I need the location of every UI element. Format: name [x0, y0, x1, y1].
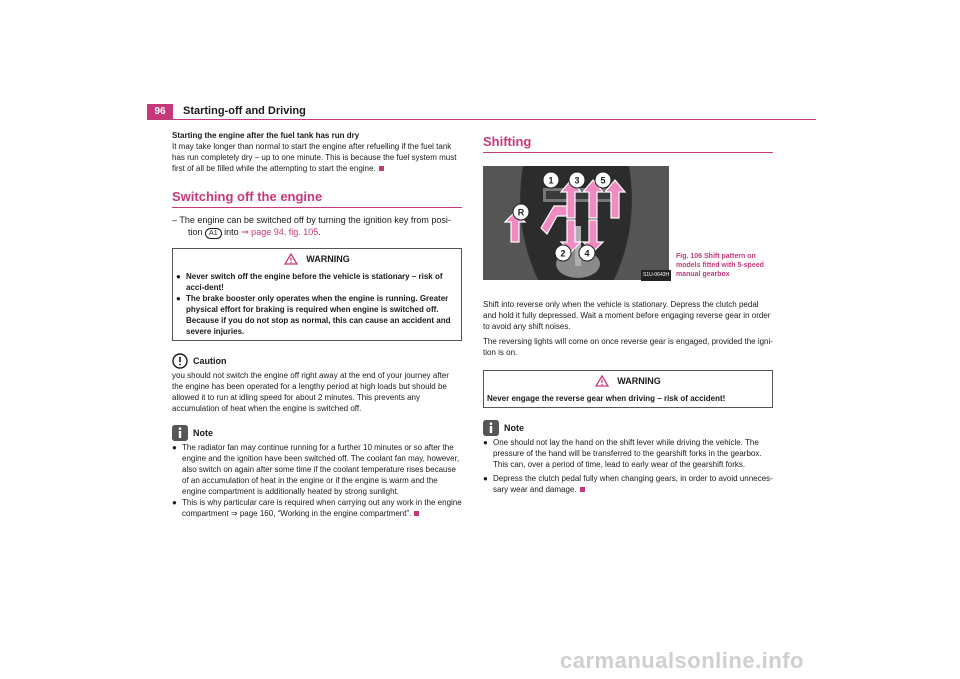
header-title: Starting-off and Driving	[183, 105, 306, 117]
warning-triangle-icon	[284, 253, 298, 265]
warning-item: ● The brake booster only operates when the engine is running. Greater physical effort for braking is required when engine is switched off. Because if you do not stop as normal, this can cause an accident and severe injuries.	[176, 294, 451, 336]
warning-item: ● Never switch off the engine before the vehicle is stationary – risk of acci-dent!	[176, 272, 443, 292]
note-header-left: Note	[172, 424, 462, 442]
warning-box-left	[172, 248, 462, 341]
warning-header: WARNING	[173, 249, 461, 269]
end-marker	[414, 511, 419, 516]
note-icon	[172, 425, 188, 441]
note-icon	[483, 420, 499, 436]
caution-text: you should not switch the engine off right away at the end of your journey after the engine has been operated for a lengthy period at high loads but should be allowed it to run at idling speed for about 2 minutes. This prevents any accumulation of heat when the engine is switched off.	[172, 371, 449, 413]
warning-body	[173, 269, 461, 340]
figure-caption: Fig. 106 Shift pattern on models fitted with 5-speed manual gearbox	[676, 253, 764, 278]
note-item: ● This is why particular care is required when carrying out any work in the engine compartment ⇒ page 160, “Working in the engine compartment”.	[172, 498, 462, 518]
note-item: ● Depress the clutch pedal fully when changing gears, in order to avoid unneces-sary wear and damage.	[483, 474, 773, 494]
header-rule	[147, 119, 816, 120]
section-title-shifting: Shifting	[483, 134, 773, 153]
warning-box-right	[483, 370, 773, 408]
warning-body	[484, 391, 772, 407]
step-switch-off: – The engine can be switched off by turning the ignition key from posi-tion A1 into ⇒ page 94, fig. 105.	[172, 215, 451, 237]
figure-code: S1U-0643H	[641, 270, 671, 281]
watermark: carmanualsonline.info	[560, 648, 804, 673]
gear-label-r: R	[517, 207, 525, 218]
gear-label-1: 1	[548, 175, 554, 186]
caution-icon	[172, 353, 188, 369]
left-column	[172, 130, 462, 519]
gear-label-2: 2	[560, 248, 566, 259]
gear-label-3: 3	[574, 175, 580, 186]
warning-triangle-icon	[595, 375, 609, 387]
end-marker	[379, 166, 384, 171]
shift-paragraph-1: Shift into reverse only when the vehicle is stationary. Depress the clutch pedal and hold it fully depressed. Wait a moment before engaging reverse gear in order to avoid any shift noises.	[483, 300, 771, 331]
note-item: ● The radiator fan may continue running for a further 10 minutes or so after the engine and the ignition have been switched off. The coolant fan may, however, also switch on again after some time if the coolant temperature rises because of an accumulation of heat in the engine or if the engine is warm and the engine compartment is additionally heated by strong sunlight.	[172, 443, 460, 496]
shift-paragraph-2: The reversing lights will come on once reverse gear is engaged, provided the igni-tion is on.	[483, 337, 773, 357]
page-number: 96	[147, 104, 173, 119]
caution-header: Caution	[172, 352, 462, 370]
section-title-switching-off: Switching off the engine	[172, 189, 462, 208]
position-marker: A1	[205, 228, 222, 239]
gear-label-4: 4	[584, 248, 590, 259]
warning-header: WARNING	[484, 371, 772, 391]
note-header-right: Note	[483, 419, 773, 437]
shift-pattern-figure	[483, 166, 669, 280]
right-column	[483, 130, 773, 495]
warning-text: Never engage the reverse gear when driving – risk of accident!	[487, 394, 726, 403]
figure-block	[483, 166, 773, 280]
fuel-text: It may take longer than normal to start the engine after refuelling if the fuel tank has run completely dry – up to one minute. This is because the fuel system must first of all be filled while the attempting to start the engine.	[172, 142, 457, 173]
gear-label-5: 5	[600, 175, 606, 186]
page-link[interactable]: ⇒ page 94, fig. 105	[241, 227, 319, 237]
note-item: ● One should not lay the hand on the shift lever while driving the vehicle. The pressure of the hand will be transferred to the gearshift forks in the gearbox. This can, over a period of time, lead to early wear of the gearshift forks.	[483, 438, 762, 469]
end-marker	[580, 487, 585, 492]
fuel-heading: Starting the engine after the fuel tank has run dry	[172, 131, 360, 140]
